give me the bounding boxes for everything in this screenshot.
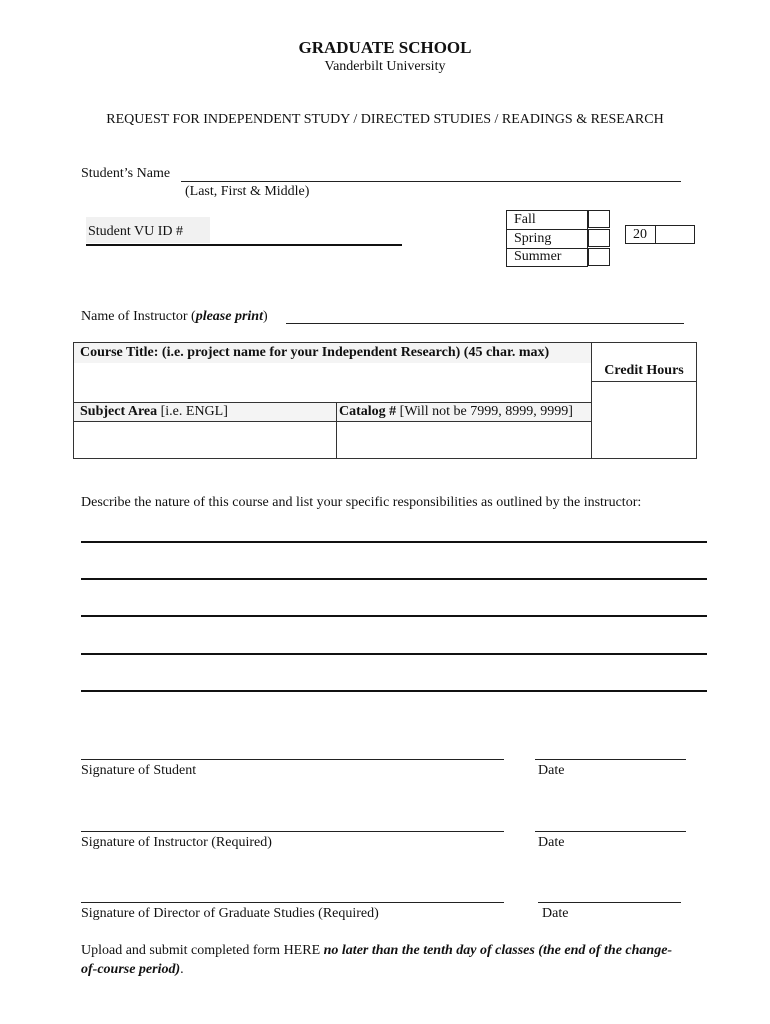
student-signature-field[interactable]	[81, 759, 504, 760]
description-line[interactable]	[81, 690, 707, 692]
catalog-title: Catalog #	[339, 404, 397, 419]
year-prefix: 20	[633, 227, 647, 242]
subject-area-hint: [i.e. ENGL]	[157, 404, 228, 419]
student-id-label: Student VU ID #	[88, 224, 184, 239]
student-signature-date-field[interactable]	[535, 759, 686, 760]
credit-hours-label: Credit Hours	[604, 363, 684, 378]
instructor-label-close: )	[262, 309, 268, 324]
subject-area-input[interactable]	[75, 423, 335, 458]
form-title: REQUEST FOR INDEPENDENT STUDY / DIRECTED STUDIES / READINGS & RESEARCH	[106, 112, 664, 127]
course-title-input[interactable]	[75, 364, 590, 401]
subject-area-label	[80, 404, 228, 420]
course-title-label: Course Title: (i.e. project name for your Independent Research) (45 char. max)	[80, 345, 550, 360]
catalog-label	[339, 404, 573, 420]
description-line[interactable]	[81, 578, 707, 580]
term-summer-checkbox[interactable]	[588, 248, 610, 266]
instructor-signature-date-label: Date	[538, 835, 565, 850]
catalog-hint: [Will not be 7999, 8999, 9999]	[396, 404, 573, 419]
description-line[interactable]	[81, 653, 707, 655]
credit-hours-input[interactable]	[593, 383, 695, 457]
term-fall-checkbox[interactable]	[588, 210, 610, 228]
student-signature-date-label: Date	[538, 763, 565, 778]
catalog-input[interactable]	[338, 423, 590, 458]
instructor-signature-date-field[interactable]	[535, 831, 686, 832]
student-signature-label: Signature of Student	[81, 763, 197, 778]
credit-col-divider	[591, 342, 592, 459]
director-signature-label: Signature of Director of Graduate Studies (Required)	[81, 906, 379, 921]
student-name-label: Student’s Name	[81, 166, 171, 181]
submission-deadline: no later than the tenth day of classes (the end of the change-of-course period)	[81, 943, 673, 977]
year-input[interactable]	[656, 226, 694, 243]
term-spring-label: Spring	[514, 231, 552, 246]
student-name-hint: (Last, First & Middle)	[185, 184, 310, 199]
subject-catalog-divider	[336, 402, 337, 459]
form-heading: GRADUATE SCHOOL	[298, 38, 472, 57]
instructor-label-text: Name of Instructor (	[81, 309, 196, 324]
instructor-signature-label: Signature of Instructor (Required)	[81, 835, 272, 850]
director-signature-date-field[interactable]	[538, 902, 681, 903]
description-line[interactable]	[81, 541, 707, 543]
instructor-label-emphasis: please print	[195, 309, 263, 324]
term-divider	[506, 229, 588, 230]
term-summer-label: Summer	[514, 249, 562, 264]
submission-instructions	[81, 941, 681, 979]
university-name: Vanderbilt University	[324, 59, 446, 74]
term-fall-label: Fall	[514, 212, 536, 227]
submission-text: Upload and submit completed form HERE	[81, 943, 324, 958]
instructor-name-field[interactable]	[286, 323, 684, 324]
instructor-label	[81, 309, 268, 325]
director-signature-date-label: Date	[542, 906, 569, 921]
submission-text-end: .	[180, 962, 184, 977]
subject-header-divider	[73, 421, 591, 422]
description-prompt: Describe the nature of this course and list your specific responsibilities as outlined by the instructor:	[81, 495, 642, 510]
instructor-signature-field[interactable]	[81, 831, 504, 832]
credit-header-divider	[591, 381, 697, 382]
term-spring-checkbox[interactable]	[588, 229, 610, 247]
student-id-field[interactable]	[86, 244, 402, 246]
subject-area-title: Subject Area	[80, 404, 158, 419]
description-line[interactable]	[81, 615, 707, 617]
student-name-field[interactable]	[181, 181, 681, 182]
director-signature-field[interactable]	[81, 902, 504, 903]
